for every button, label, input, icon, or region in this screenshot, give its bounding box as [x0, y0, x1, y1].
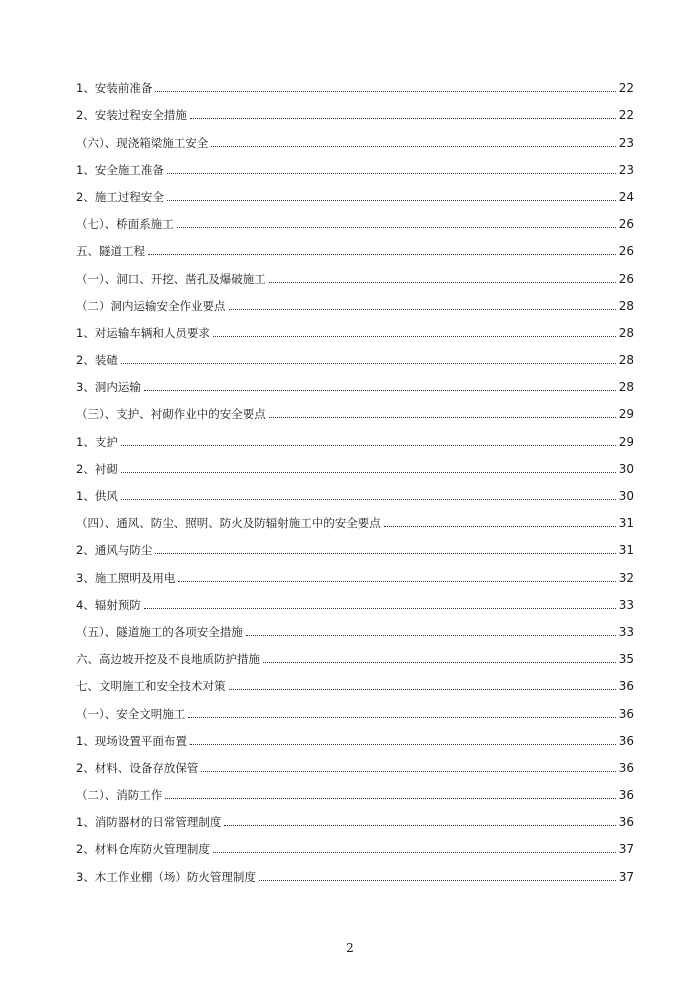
- toc-entry[interactable]: [76, 722, 634, 749]
- toc-entry-page: 36: [618, 788, 634, 803]
- toc-entry-title: 3、木工作业棚（场）防火管理制度: [76, 869, 256, 884]
- toc-entry[interactable]: [76, 314, 634, 341]
- toc-entry-title: （二）、消防工作: [76, 788, 163, 803]
- toc-dot-leader: [144, 608, 616, 609]
- toc-dot-leader: [165, 798, 615, 799]
- toc-entry-title: 2、衬砌: [76, 461, 118, 476]
- toc-dot-leader: [121, 445, 616, 446]
- toc-dot-leader: [190, 744, 616, 745]
- toc-entry-page: 33: [618, 624, 634, 639]
- toc-entry[interactable]: [76, 667, 634, 694]
- toc-dot-leader: [177, 227, 616, 228]
- toc-entry-title: 2、材料仓库防火管理制度: [76, 842, 210, 857]
- toc-entry[interactable]: [76, 69, 634, 96]
- toc-entry-title: 1、安装前准备: [76, 81, 153, 96]
- toc-entry[interactable]: [76, 232, 634, 259]
- toc-entry[interactable]: [76, 558, 634, 585]
- toc-entry[interactable]: [76, 368, 634, 395]
- toc-entry-page: 29: [618, 434, 634, 449]
- toc-entry-title: 五、隧道工程: [76, 244, 145, 259]
- toc-entry[interactable]: [76, 477, 634, 504]
- toc-entry-page: 36: [618, 679, 634, 694]
- toc-entry-title: （六）、现浇箱梁施工安全: [76, 135, 209, 150]
- toc-entry-page: 26: [618, 244, 634, 259]
- toc-entry-title: 七、文明施工和安全技术对策: [76, 679, 226, 694]
- toc-entry[interactable]: [76, 776, 634, 803]
- toc-entry-title: （三）、支护、衬砌作业中的安全要点: [76, 407, 266, 422]
- toc-entry-page: 26: [618, 271, 634, 286]
- page-number: 2: [346, 941, 354, 955]
- toc-entry[interactable]: [76, 694, 634, 721]
- toc-entry[interactable]: [76, 531, 634, 558]
- toc-entry-title: （七）、桥面系施工: [76, 217, 174, 232]
- toc-dot-leader: [121, 499, 616, 500]
- toc-entry[interactable]: [76, 178, 634, 205]
- toc-entry-title: 1、对运输车辆和人员要求: [76, 325, 210, 340]
- table-of-contents: [76, 69, 634, 885]
- toc-dot-leader: [148, 254, 616, 255]
- toc-dot-leader: [167, 200, 616, 201]
- toc-entry-page: 31: [618, 516, 634, 531]
- toc-dot-leader: [224, 825, 615, 826]
- toc-entry[interactable]: [76, 151, 634, 178]
- toc-entry[interactable]: [76, 205, 634, 232]
- toc-dot-leader: [121, 472, 616, 473]
- toc-entry[interactable]: [76, 640, 634, 667]
- toc-entry-title: 1、现场设置平面布置: [76, 733, 187, 748]
- toc-entry-page: 36: [618, 760, 634, 775]
- toc-entry-page: 35: [618, 652, 634, 667]
- toc-entry[interactable]: [76, 123, 634, 150]
- toc-entry-title: 2、施工过程安全: [76, 189, 164, 204]
- toc-dot-leader: [190, 118, 616, 119]
- toc-dot-leader: [229, 689, 616, 690]
- toc-entry[interactable]: [76, 830, 634, 857]
- toc-entry-page: 24: [618, 189, 634, 204]
- toc-dot-leader: [155, 553, 615, 554]
- toc-entry[interactable]: [76, 749, 634, 776]
- toc-entry-page: 26: [618, 217, 634, 232]
- toc-dot-leader: [259, 880, 616, 881]
- toc-entry[interactable]: [76, 857, 634, 884]
- toc-dot-leader: [213, 336, 616, 337]
- toc-entry-title: （四）、通风、防尘、照明、防火及防辐射施工中的安全要点: [76, 516, 381, 531]
- toc-entry-page: 37: [618, 869, 634, 884]
- toc-entry-title: 3、洞内运输: [76, 380, 141, 395]
- toc-dot-leader: [178, 581, 615, 582]
- toc-dot-leader: [269, 282, 616, 283]
- toc-entry-page: 29: [618, 407, 634, 422]
- toc-entry-page: 23: [618, 135, 634, 150]
- toc-entry-page: 31: [618, 543, 634, 558]
- toc-entry[interactable]: [76, 96, 634, 123]
- toc-entry[interactable]: [76, 450, 634, 477]
- toc-entry-page: 22: [618, 81, 634, 96]
- toc-entry-title: 2、装碴: [76, 353, 118, 368]
- toc-entry-page: 36: [618, 815, 634, 830]
- toc-entry-title: （二）洞内运输安全作业要点: [76, 298, 226, 313]
- toc-entry-page: 28: [618, 325, 634, 340]
- toc-entry-page: 28: [618, 353, 634, 368]
- toc-entry-page: 22: [618, 108, 634, 123]
- toc-entry-title: 1、支护: [76, 434, 118, 449]
- toc-dot-leader: [213, 852, 616, 853]
- toc-entry-page: 36: [618, 733, 634, 748]
- toc-entry[interactable]: [76, 586, 634, 613]
- toc-entry[interactable]: [76, 341, 634, 368]
- toc-dot-leader: [263, 662, 616, 663]
- toc-entry-page: 33: [618, 597, 634, 612]
- toc-dot-leader: [201, 771, 615, 772]
- toc-entry-page: 28: [618, 380, 634, 395]
- toc-entry-title: 1、安全施工准备: [76, 162, 164, 177]
- toc-dot-leader: [384, 526, 616, 527]
- toc-entry[interactable]: [76, 504, 634, 531]
- toc-entry-title: 2、通风与防尘: [76, 543, 153, 558]
- toc-entry-title: 2、材料、设备存放保管: [76, 760, 199, 775]
- toc-entry-title: 3、施工照明及用电: [76, 570, 176, 585]
- toc-dot-leader: [155, 91, 615, 92]
- toc-entry-title: 2、安装过程安全措施: [76, 108, 187, 123]
- toc-entry-title: 六、高边坡开挖及不良地质防护措施: [76, 652, 260, 667]
- toc-entry[interactable]: [76, 395, 634, 422]
- toc-entry-page: 36: [618, 706, 634, 721]
- toc-dot-leader: [121, 363, 616, 364]
- toc-dot-leader: [211, 146, 615, 147]
- toc-dot-leader: [144, 390, 616, 391]
- toc-entry[interactable]: [76, 287, 634, 314]
- toc-dot-leader: [229, 309, 616, 310]
- toc-entry[interactable]: [76, 803, 634, 830]
- toc-dot-leader: [167, 173, 616, 174]
- toc-entry-title: （一）、安全文明施工: [76, 706, 186, 721]
- toc-entry-page: 28: [618, 298, 634, 313]
- toc-entry-page: 30: [618, 461, 634, 476]
- toc-entry-title: （一）、洞口、开挖、凿孔及爆破施工: [76, 271, 266, 286]
- toc-entry-title: 4、辐射预防: [76, 597, 141, 612]
- toc-entry-page: 37: [618, 842, 634, 857]
- toc-entry[interactable]: [76, 613, 634, 640]
- toc-dot-leader: [269, 417, 616, 418]
- toc-entry-page: 30: [618, 489, 634, 503]
- toc-dot-leader: [188, 717, 615, 718]
- toc-entry-title: 1、供风: [76, 489, 118, 503]
- toc-entry-title: （五）、隧道施工的各项安全措施: [76, 624, 243, 639]
- toc-dot-leader: [246, 635, 616, 636]
- toc-entry-page: 23: [618, 162, 634, 177]
- toc-entry[interactable]: [76, 259, 634, 286]
- toc-entry[interactable]: [76, 422, 634, 449]
- toc-entry-page: 32: [618, 570, 634, 585]
- toc-entry-title: 1、消防器材的日常管理制度: [76, 815, 222, 830]
